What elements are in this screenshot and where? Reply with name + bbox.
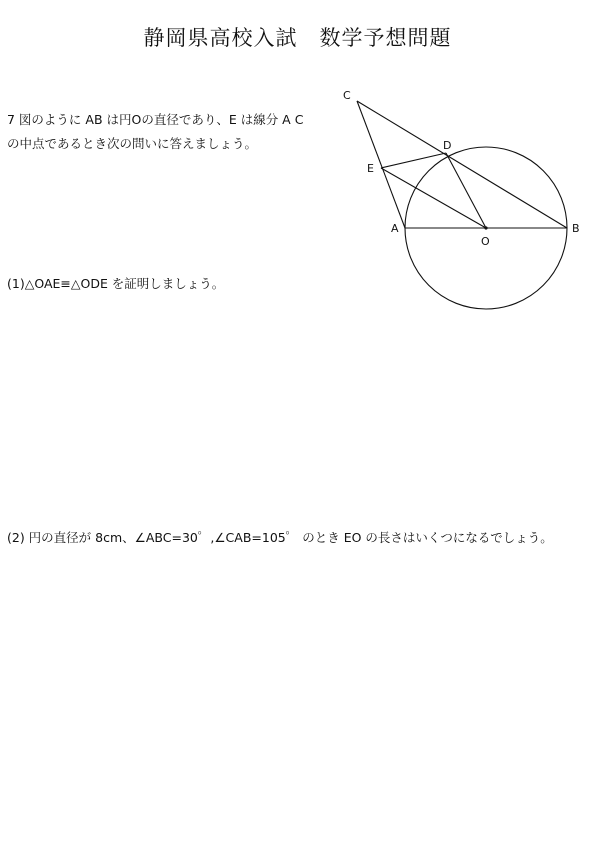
segment-ed (381, 153, 446, 168)
label-a: A (391, 222, 399, 235)
label-e: E (367, 162, 374, 175)
label-c: C (343, 89, 351, 102)
label-o: O (481, 235, 490, 248)
problem-statement (7, 108, 347, 156)
point-o (484, 226, 487, 229)
label-b: B (572, 222, 580, 235)
problem-line-1: 7 図のように AB は円Oの直径であり、E は線分 A C (7, 112, 304, 127)
geometry-figure (330, 80, 590, 320)
page-title: 静岡県高校入試 数学予想問題 (143, 26, 452, 50)
question-1: (1)△OAE≡△ODE を証明しましょう。 (7, 276, 225, 291)
question-2: (2) 円の直径が 8cm、∠ABC=30゜,∠CAB=105゜ のとき EO の長さはいくつになるでしょう。 (7, 530, 553, 545)
label-d: D (443, 139, 452, 152)
problem-line-2: の中点であるとき次の問いに答えましょう。 (7, 136, 258, 151)
